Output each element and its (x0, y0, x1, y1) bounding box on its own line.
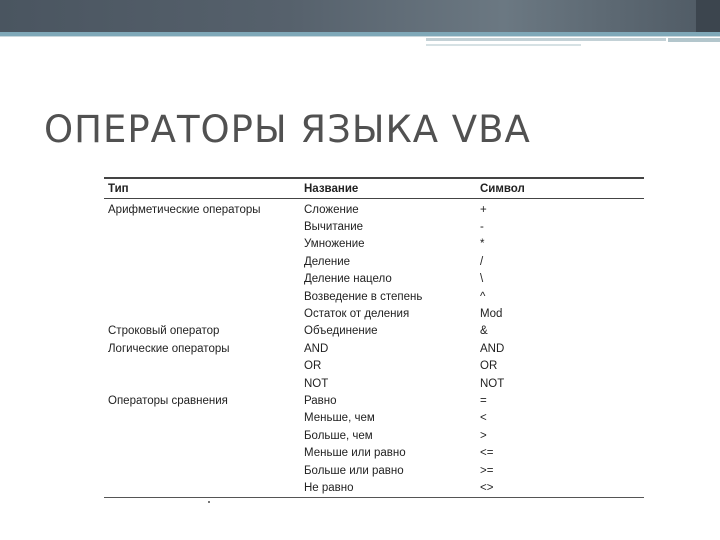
cell-name: OR (304, 360, 322, 373)
cell-symbol: & (480, 325, 488, 338)
cell-name: Больше, чем (304, 429, 373, 442)
cell-symbol: <= (480, 447, 494, 460)
cell-symbol: AND (480, 342, 505, 355)
cell-type: Логические операторы (108, 342, 230, 355)
cell-type (104, 427, 300, 444)
cell-symbol: Mod (480, 308, 503, 321)
accent-line (668, 38, 720, 42)
cell-type (104, 462, 300, 479)
scan-speck (208, 501, 210, 503)
table-row (104, 410, 644, 427)
cell-symbol: * (480, 238, 485, 251)
cell-type (104, 479, 300, 496)
table-row (104, 323, 644, 340)
cell-name: Деление (304, 255, 351, 268)
header-band-corner (696, 0, 720, 32)
cell-symbol: <> (480, 481, 494, 494)
slide-title: ОПЕРАТОРЫ ЯЗЫКА VBA (44, 108, 531, 151)
table-row (104, 358, 644, 375)
table-body (104, 199, 644, 497)
cell-symbol: > (480, 429, 487, 442)
table-row (104, 199, 644, 219)
cell-name: Объединение (304, 325, 378, 338)
cell-type: Строковый оператор (108, 325, 220, 338)
cell-name: Остаток от деления (304, 308, 410, 321)
header-name: Название (304, 183, 359, 195)
table-row (104, 392, 644, 409)
header-band (0, 0, 720, 32)
accent-line (426, 38, 666, 41)
table-row (104, 427, 644, 444)
table-row (104, 479, 644, 496)
cell-name: Не равно (304, 481, 354, 494)
cell-type (104, 410, 300, 427)
table-header-row (104, 178, 644, 199)
cell-symbol: ^ (480, 290, 486, 303)
cell-symbol: < (480, 412, 487, 425)
accent-line (426, 44, 581, 46)
header-type: Тип (108, 183, 129, 195)
table-row (104, 462, 644, 479)
table-row (104, 305, 644, 322)
table-row (104, 253, 644, 270)
cell-type (104, 288, 300, 305)
cell-type: Операторы сравнения (108, 394, 228, 407)
operators-table (104, 177, 644, 497)
cell-type (104, 218, 300, 235)
cell-name: Сложение (304, 203, 359, 216)
header-symbol: Символ (480, 183, 525, 195)
table-row (104, 340, 644, 357)
cell-type (104, 358, 300, 375)
cell-type (104, 236, 300, 253)
cell-name: Вычитание (304, 221, 364, 234)
cell-name: Деление нацело (304, 273, 392, 286)
cell-type (104, 253, 300, 270)
cell-type (104, 444, 300, 461)
cell-type (104, 305, 300, 322)
cell-symbol: - (480, 221, 484, 234)
accent-line (0, 36, 720, 37)
table-row (104, 218, 644, 235)
cell-type: Арифметические операторы (108, 203, 261, 216)
cell-symbol: \ (480, 273, 484, 286)
cell-name: Умножение (304, 238, 365, 251)
cell-symbol: OR (480, 360, 498, 373)
operators-table-wrapper (104, 177, 644, 497)
table-row (104, 236, 644, 253)
cell-type (104, 271, 300, 288)
cell-symbol: + (480, 203, 487, 216)
cell-symbol: / (480, 255, 484, 268)
table-bottom-rule (104, 497, 644, 498)
cell-name: Меньше или равно (304, 447, 406, 460)
cell-name: Возведение в степень (304, 290, 423, 303)
table-row (104, 288, 644, 305)
cell-name: Равно (304, 394, 337, 407)
cell-symbol: = (480, 394, 487, 407)
cell-symbol: >= (480, 464, 494, 477)
cell-name: NOT (304, 377, 329, 390)
table-row (104, 444, 644, 461)
table-row (104, 271, 644, 288)
cell-name: Больше или равно (304, 464, 404, 477)
cell-type (104, 375, 300, 392)
cell-name: Меньше, чем (304, 412, 375, 425)
cell-name: AND (304, 342, 329, 355)
table-row (104, 375, 644, 392)
cell-symbol: NOT (480, 377, 505, 390)
